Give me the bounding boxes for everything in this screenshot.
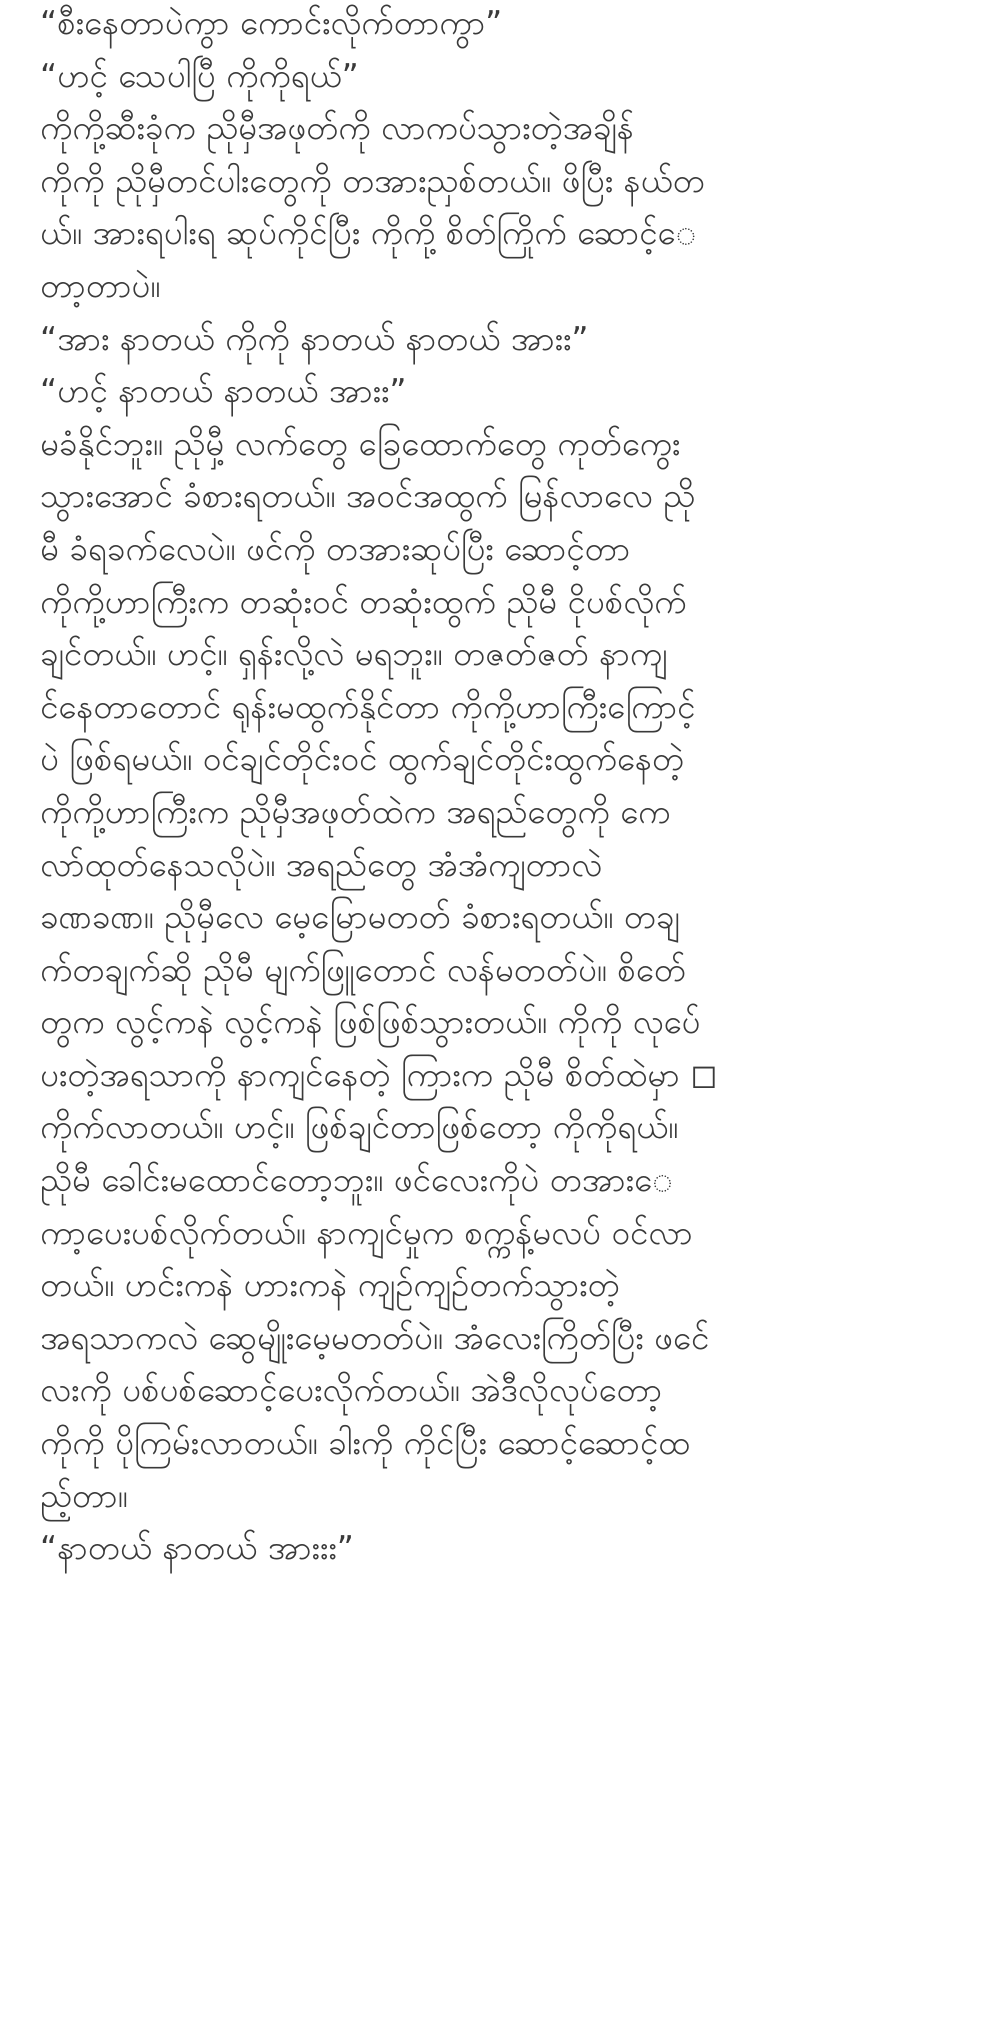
text-line: “အား နာတယ် ကိုကို နာတယ် နာတယ် အားး” xyxy=(40,318,589,358)
text-line: အရသာကလဲ ဆွေမျိုးမေ့မတတ်ပဲ။ အံလေးကြိတ်ပြီး ဖင်ေ xyxy=(40,1317,710,1357)
text-line: ည့်တာ။ xyxy=(40,1475,128,1515)
text-line: ကိုကို ပိုကြမ်းလာတယ်။ ခါးကို ကိုင်ပြီး ဆောင့်ဆောင့်ထ xyxy=(40,1423,691,1463)
text-line: လာ်ထုတ်နေသလိုပဲ။ အရည်တွေ အံအံကျတာလဲ xyxy=(40,844,603,884)
text-line: ကိုကို့ဟာကြီးက တဆုံးဝင် တဆုံးထွက် ညိုမီ ငိုပစ်လိုက် xyxy=(40,581,687,621)
text-line: ညိုမီ ခေါင်းမထောင်တော့ဘူး။ ဖင်လေးကိုပဲ တအားေ xyxy=(40,1160,674,1200)
story-text xyxy=(40,0,985,1575)
text-line: ပဲ ဖြစ်ရမယ်။ ဝင်ချင်တိုင်းဝင် ထွက်ချင်တိုင်းထွက်နေတဲ့ xyxy=(40,739,685,779)
text-line: “ဟင့် သေပါပြီ ကိုကိုရယ်” xyxy=(40,55,359,95)
text-line: ခဏခဏ။ ညိုမှီလေ မေ့မြောမတတ် ခံစားရတယ်။ တချ xyxy=(40,897,680,937)
text-line: မီ ခံရခက်လေပဲ။ ဖင်ကို တအားဆုပ်ပြီး ဆောင့်တာ xyxy=(40,528,631,568)
text-line: တာ့တာပဲ။ xyxy=(40,265,161,305)
text-line: ကိုကို့ဆီးခုံက ညိုမှီအဖုတ်ကို လာကပ်သွားတဲ့အချိန် xyxy=(40,108,634,148)
text-line: သွားအောင် ခံစားရတယ်။ အဝင်အထွက် မြန်လာလေ ညို xyxy=(40,476,696,516)
text-line: ကိုကို ညိုမှီတင်ပါးတွေကို တအားညှစ်တယ်။ ဖိပြီး နယ်တ xyxy=(40,160,705,200)
text-line: ချင်တယ်။ ဟင့်။ ရှန်းလို့လဲ မရဘူး။ တဇတ်ဇတ် နာကျ xyxy=(40,634,668,674)
text-line: ပးတဲ့အရသာကို နာကျင်နေတဲ့ ကြားက ညိုမီ စိတ်ထဲမှာ ◻ xyxy=(40,1054,718,1094)
text-line: “စီးနေတာပဲကွာ ကောင်းလိုက်တာကွာ” xyxy=(40,3,503,42)
text-line: ကိုက်လာတယ်။ ဟင့်။ ဖြစ်ချင်တာဖြစ်တော့ ကိုကိုရယ်။ xyxy=(40,1107,679,1147)
text-line: လးကို ပစ်ပစ်ဆောင့်ပေးလိုက်တယ်။ အဲဒီလိုလုပ်တော့ xyxy=(40,1370,663,1410)
text-line: ယ်။ အားရပါးရ ဆုပ်ကိုင်ပြီး ကိုကို့ စိတ်ကြိုက် ဆောင့်ေ xyxy=(40,213,697,253)
text-line: တွက လွင့်ကနဲ လွင့်ကနဲ ဖြစ်ဖြစ်သွားတယ်။ ကိုကို လုပ်ေ xyxy=(40,1002,701,1042)
text-line: က်တချက်ဆို ညိုမီ မျက်ဖြူတောင် လန်မတတ်ပဲ။ စိတ်ေ xyxy=(40,949,686,989)
text-line: “နာတယ် နာတယ် အားးး” xyxy=(40,1528,354,1568)
text-line: င်နေတာတောင် ရုန်းမထွက်နိုင်တာ ကိုကို့ဟာကြီးကြောင့် xyxy=(40,686,696,726)
text-line: ကိုကို့ဟာကြီးက ညိုမှီအဖုတ်ထဲက အရည်တွေကို ကေ xyxy=(40,791,671,831)
text-line: “ဟင့် နာတယ် နာတယ် အားး” xyxy=(40,371,407,411)
text-line: မခံနိုင်ဘူး။ ညိုမှီ့ လက်တွေ ခြေထောက်တွေ ကုတ်ကွေး xyxy=(40,423,681,463)
text-line: တယ်။ ဟင်းကနဲ ဟားကနဲ ကျဉ်ကျဉ်တက်သွားတဲ့ xyxy=(40,1265,620,1305)
text-line: ကာ့ပေးပစ်လိုက်တယ်။ နာကျင်မှုက စက္ကန့်မလပ် ဝင်လာ xyxy=(40,1212,693,1252)
